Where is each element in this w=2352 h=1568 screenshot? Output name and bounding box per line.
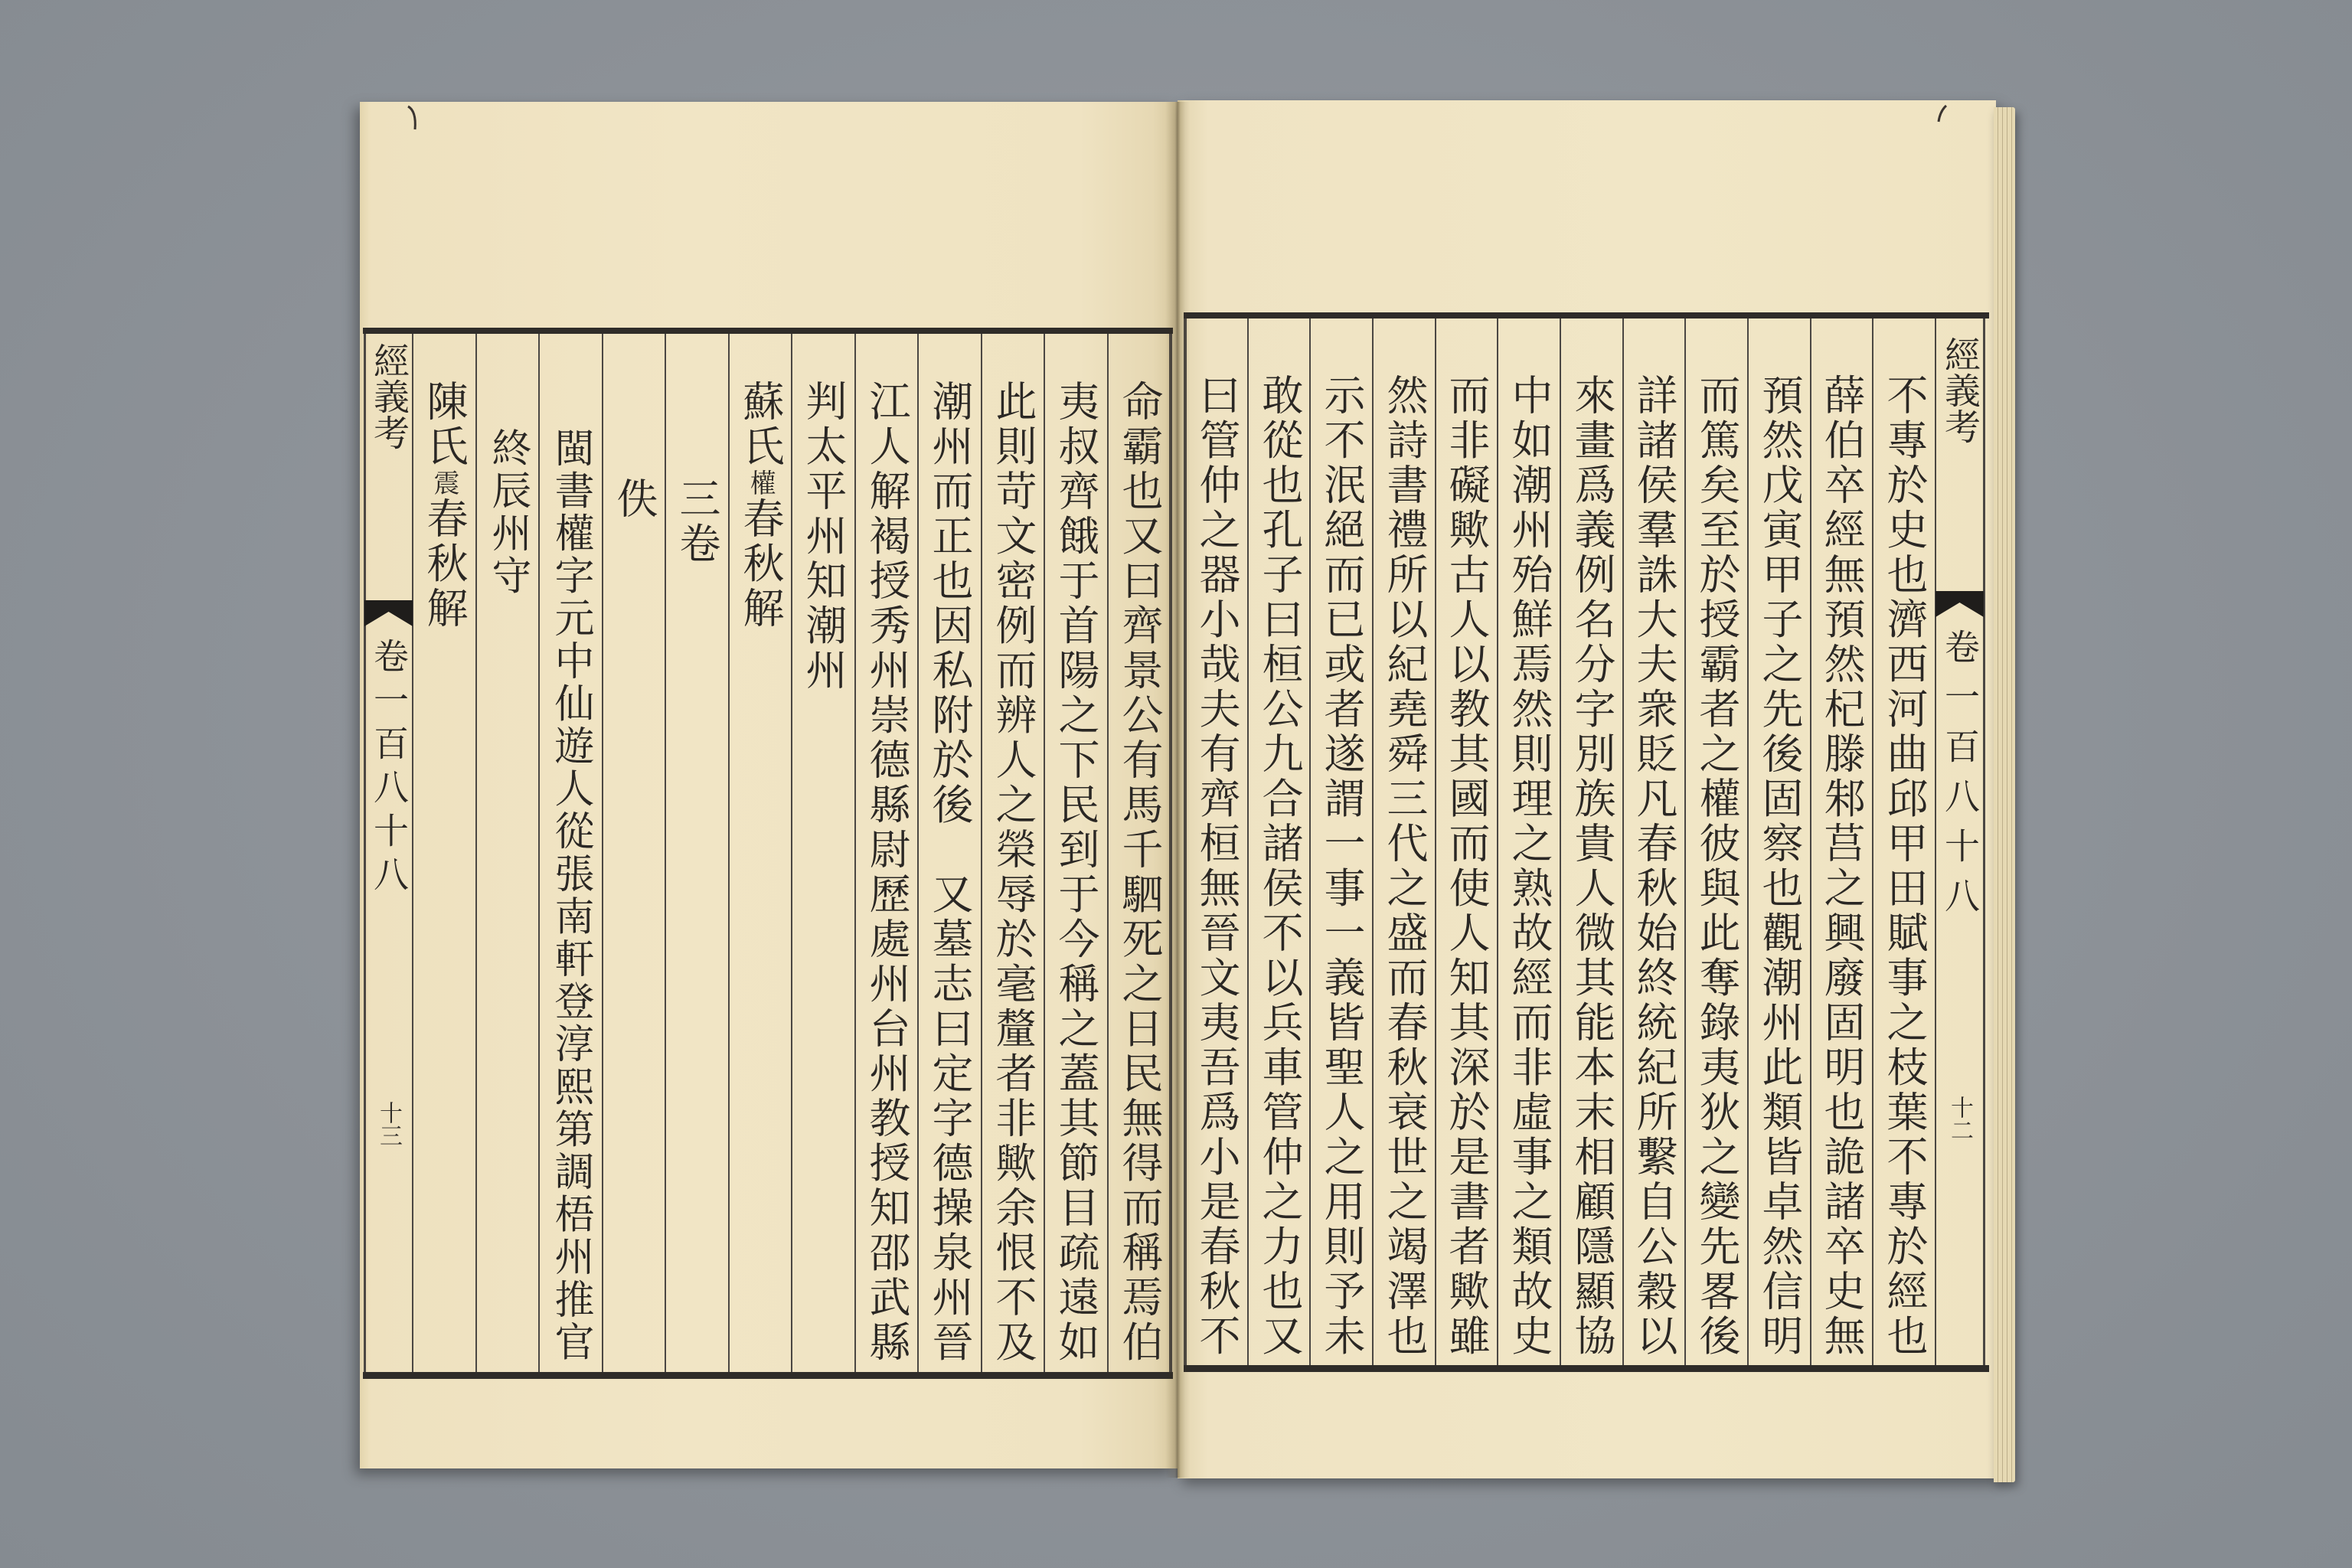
entry-given-name: 權 <box>745 469 776 497</box>
ink-mark <box>1932 103 1952 126</box>
entry-note: 終辰州守 <box>485 427 531 598</box>
top-border <box>363 328 1173 334</box>
text-column: 詳諸侯羣誅大夫衆貶凡春秋始終統紀所繫自公穀以 <box>1630 374 1678 1359</box>
entry-status: 佚 <box>610 477 658 522</box>
right-page <box>1178 100 1996 1478</box>
left-page <box>360 102 1178 1468</box>
text-column: 不專於史也濟西河曲邱甲田賦事之枝葉不專於經也 <box>1880 374 1929 1359</box>
banxin-leaf-number: 十三 <box>375 1101 402 1147</box>
entry-heading-su <box>729 380 792 1375</box>
text-column: 薛伯卒經無預然杞滕邾莒之興廢固明也詭諸卒史無 <box>1818 374 1866 1359</box>
fishtail-mark <box>1936 591 1984 617</box>
entry-title: 春秋解 <box>420 497 469 632</box>
text-column: 來畫爲義例名分字別族貴人微其能本末相顧隱顯協 <box>1568 374 1616 1359</box>
text-column: 此則苛文密例而辨人之榮辱於毫釐者非歟余恨不及 <box>989 380 1037 1365</box>
entry-given-name: 震 <box>429 469 459 497</box>
text-column: 中如潮州殆鮮焉然則理之熟故經而非虛事之類故史 <box>1505 374 1553 1359</box>
text-column: 預然戊寅甲子之先後固察也觀潮州此類皆卓然信明 <box>1756 374 1804 1359</box>
entry-juan-count: 三卷 <box>673 477 721 567</box>
text-column: 然詩書禮所以紀堯舜三代之盛而春秋衰世之竭澤也 <box>1380 374 1429 1359</box>
center-fold-shadow <box>1165 102 1190 1478</box>
text-column: 示不泯絕而已或者遂謂一事一義皆聖人之用則予未 <box>1318 374 1366 1359</box>
text-column: 而篤矣至於授霸者之權彼與此奪錄夷狄之變先畧後 <box>1693 374 1741 1359</box>
banxin-book-title: 經義考 <box>1939 336 1981 444</box>
text-column: 敢從也孔子曰桓公九合諸侯不以兵車管仲之力也又 <box>1256 374 1304 1359</box>
banxin-book-title: 經義考 <box>368 342 410 450</box>
top-border <box>1184 312 1989 318</box>
ink-mark <box>404 103 427 134</box>
fishtail-mark <box>364 600 413 626</box>
entry-title: 春秋解 <box>737 497 785 632</box>
text-column: 命霸也又曰齊景公有馬千駟死之日民無得而稱焉伯 <box>1116 380 1164 1365</box>
entry-surname: 蘇氏 <box>737 380 785 469</box>
banxin-leaf-number: 十二 <box>1946 1096 1973 1142</box>
stacked-page-edges <box>1994 107 2015 1482</box>
text-column: 潮州而正也因私附於後 又墓志曰定字德操泉州晉 <box>926 380 974 1365</box>
entry-heading-chen <box>413 380 475 1375</box>
entry-surname: 陳氏 <box>420 380 469 469</box>
banxin-volume: 卷一百八十八 <box>368 638 410 900</box>
text-column: 夷叔齊餓于首陽之下民到于今稱之蓋其節目疏遠如 <box>1052 380 1100 1365</box>
text-column: 而非礙歟古人以教其國而使人知其深於是書者歟雖 <box>1442 374 1491 1359</box>
text-column: 判太平州知潮州 <box>799 380 848 694</box>
text-column: 曰管仲之器小哉夫有齊桓無晉文夷吾爲小是春秋不 <box>1193 374 1241 1359</box>
entry-note: 閩書權字元中仙遊人從張南軒登淳熙第調梧州推官 <box>547 427 593 1364</box>
banxin-volume: 卷一百八十八 <box>1939 629 1981 927</box>
text-column: 江人解褐授秀州崇德縣尉歷處州台州教授知邵武縣 <box>863 380 911 1365</box>
